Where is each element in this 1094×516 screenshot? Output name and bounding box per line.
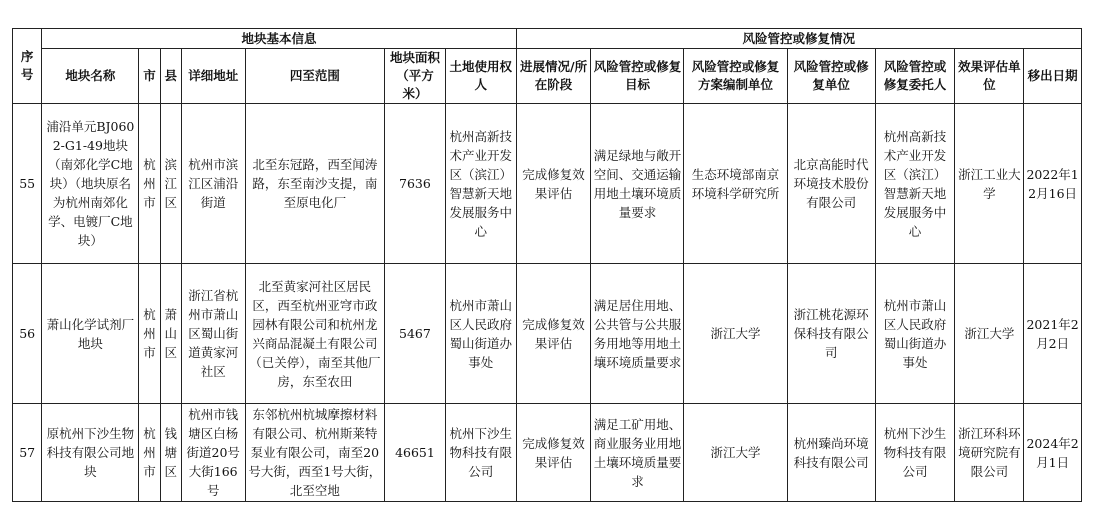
header-client: 风险管控或修复委托人 bbox=[875, 49, 955, 104]
header-address: 详细地址 bbox=[181, 49, 245, 104]
cell-city: 杭州市 bbox=[139, 404, 160, 502]
cell-county: 钱塘区 bbox=[160, 404, 181, 502]
cell-area: 7636 bbox=[385, 104, 446, 264]
cell-removal-date: 2022年12月16日 bbox=[1024, 104, 1082, 264]
header-area: 地块面积（平方米） bbox=[385, 49, 446, 104]
cell-target: 满足绿地与敞开空间、交通运输用地土壤环境质量要求 bbox=[591, 104, 684, 264]
cell-seq: 56 bbox=[13, 264, 42, 404]
cell-planner: 浙江大学 bbox=[684, 404, 787, 502]
cell-name: 萧山化学试剂厂地块 bbox=[42, 264, 139, 404]
cell-contractor: 杭州臻尚环境科技有限公司 bbox=[787, 404, 875, 502]
cell-progress: 完成修复效果评估 bbox=[516, 404, 591, 502]
cell-owner: 杭州高新技术产业开发区（滨江）智慧新天地发展服务中心 bbox=[445, 104, 516, 264]
cell-name: 原杭州下沙生物科技有限公司地块 bbox=[42, 404, 139, 502]
header-planner: 风险管控或修复方案编制单位 bbox=[684, 49, 787, 104]
table-row bbox=[13, 404, 1082, 502]
header-contractor: 风险管控或修复单位 bbox=[787, 49, 875, 104]
cell-removal-date: 2021年2月2日 bbox=[1024, 264, 1082, 404]
cell-owner: 杭州下沙生物科技有限公司 bbox=[445, 404, 516, 502]
header-owner: 土地使用权人 bbox=[445, 49, 516, 104]
cell-city: 杭州市 bbox=[139, 264, 160, 404]
cell-planner: 生态环境部南京环境科学研究所 bbox=[684, 104, 787, 264]
cell-contractor: 北京高能时代环境技术股份有限公司 bbox=[787, 104, 875, 264]
cell-progress: 完成修复效果评估 bbox=[516, 264, 591, 404]
header-city: 市 bbox=[139, 49, 160, 104]
cell-boundary: 北至东冠路，西至闻涛路，东至南沙支提，南至原电化厂 bbox=[245, 104, 385, 264]
cell-evaluator: 浙江环科环境研究院有限公司 bbox=[955, 404, 1024, 502]
table-row bbox=[13, 104, 1082, 264]
cell-owner: 杭州市萧山区人民政府蜀山街道办事处 bbox=[445, 264, 516, 404]
cell-address: 杭州市钱塘区白杨街道20号大街166号 bbox=[181, 404, 245, 502]
cell-seq: 57 bbox=[13, 404, 42, 502]
header-group-risk: 风险管控或修复情况 bbox=[516, 29, 1081, 49]
cell-boundary: 北至黄家河社区居民区，西至杭州亚穹市政园林有限公司和杭州龙兴商品混凝土有限公司（已关停），南至其他厂房，东至农田 bbox=[245, 264, 385, 404]
cell-client: 杭州下沙生物科技有限公司 bbox=[875, 404, 955, 502]
cell-city: 杭州市 bbox=[139, 104, 160, 264]
cell-address: 浙江省杭州市萧山区蜀山街道黄家河社区 bbox=[181, 264, 245, 404]
cell-removal-date: 2024年2月1日 bbox=[1024, 404, 1082, 502]
cell-planner: 浙江大学 bbox=[684, 264, 787, 404]
header-boundary: 四至范围 bbox=[245, 49, 385, 104]
cell-boundary: 东邻杭州杭城摩擦材料有限公司、杭州斯莱特泵业有限公司，南至20号大街，西至1号大街，北至空地 bbox=[245, 404, 385, 502]
header-group-basic: 地块基本信息 bbox=[42, 29, 516, 49]
cell-area: 5467 bbox=[385, 264, 446, 404]
cell-address: 杭州市滨江区浦沿街道 bbox=[181, 104, 245, 264]
cell-client: 杭州市萧山区人民政府蜀山街道办事处 bbox=[875, 264, 955, 404]
cell-name: 浦沿单元BJ0602-G1-49地块（南郊化学C地块）（地块原名为杭州南郊化学、电镀厂C地块） bbox=[42, 104, 139, 264]
cell-progress: 完成修复效果评估 bbox=[516, 104, 591, 264]
cell-evaluator: 浙江工业大学 bbox=[955, 104, 1024, 264]
contaminated-land-table bbox=[12, 28, 1082, 502]
header-seq: 序号 bbox=[13, 29, 42, 104]
cell-seq: 55 bbox=[13, 104, 42, 264]
header-target: 风险管控或修复目标 bbox=[591, 49, 684, 104]
cell-county: 萧山区 bbox=[160, 264, 181, 404]
cell-target: 满足居住用地、公共管与公共服务用地等用地土壤环境质量要求 bbox=[591, 264, 684, 404]
cell-county: 滨江区 bbox=[160, 104, 181, 264]
cell-target: 满足工矿用地、商业服务业用地土壤环境质量要求 bbox=[591, 404, 684, 502]
cell-contractor: 浙江桃花源环保科技有限公司 bbox=[787, 264, 875, 404]
header-name: 地块名称 bbox=[42, 49, 139, 104]
header-evaluator: 效果评估单位 bbox=[955, 49, 1024, 104]
header-county: 县 bbox=[160, 49, 181, 104]
header-removal-date: 移出日期 bbox=[1024, 49, 1082, 104]
cell-client: 杭州高新技术产业开发区（滨江）智慧新天地发展服务中心 bbox=[875, 104, 955, 264]
table-row bbox=[13, 264, 1082, 404]
cell-evaluator: 浙江大学 bbox=[955, 264, 1024, 404]
header-progress: 进展情况/所在阶段 bbox=[516, 49, 591, 104]
cell-area: 46651 bbox=[385, 404, 446, 502]
